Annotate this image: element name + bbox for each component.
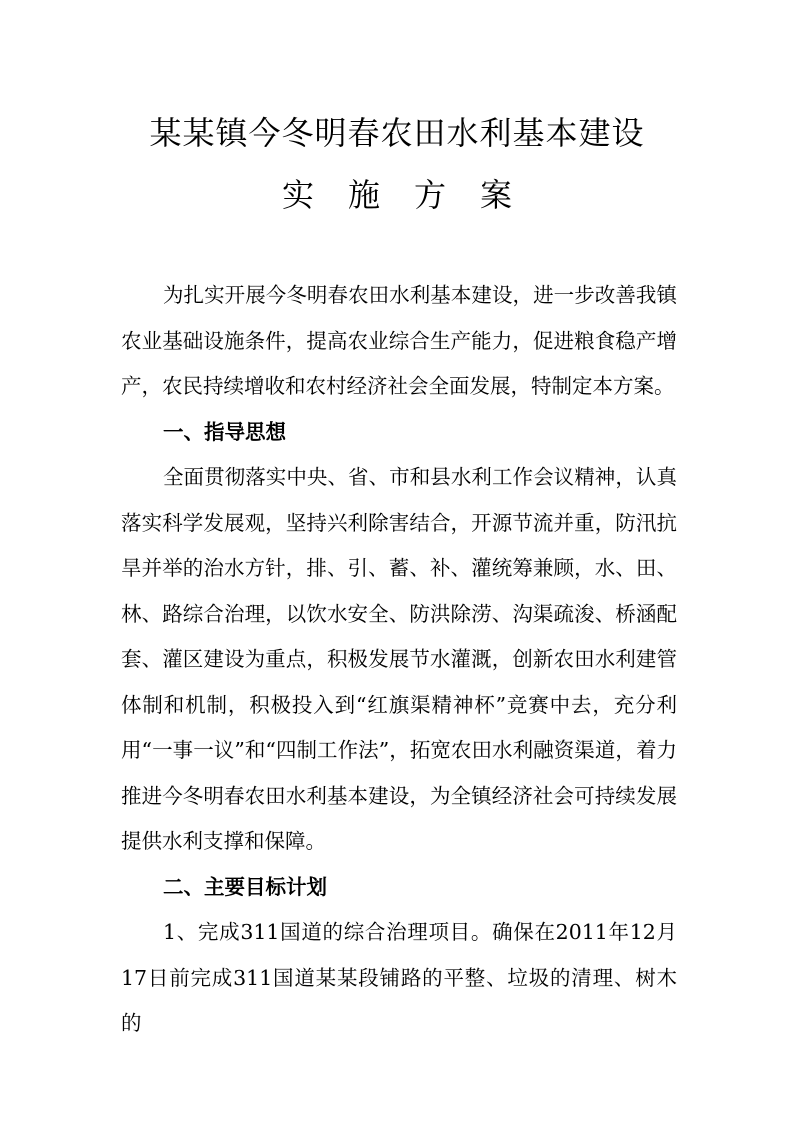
- document-subtitle: 实施方案: [281, 176, 546, 214]
- guiding-ideology-paragraph: 全面贯彻落实中央、省、市和县水利工作会议精神，认真落实科学发展观，坚持兴利除害结合，开源节流并重，防汛抗旱并举的治水方针，排、引、蓄、补、灌统筹兼顾，水、田、林、路综合治理，以饮水安全、防洪除涝、沟渠疏浚、桥涵配套、灌区建设为重点，积极发展节水灌溉，创新农田水利建管体制和机制，积极投入到“红旗渠精神杯”竞赛中去，充分利用“一事一议”和“四制工作法”，拓宽农田水利融资渠道，着力推进今冬明春农田水利基本建设，为全镇经济社会可持续发展提供水利支撑和保障。: [121, 465, 677, 853]
- document-title: 某某镇今冬明春农田水利基本建设: [149, 114, 645, 152]
- document-body: [121, 273, 677, 1047]
- intro-paragraph: 为扎实开展今冬明春农田水利基本建设，进一步改善我镇农业基础设施条件，提高农业综合生产能力，促进粮食稳产增产，农民持续增收和农村经济社会全面发展，特制定本方案。: [121, 283, 677, 398]
- main-goals-item-1: 1、完成311国道的综合治理项目。确保在2011年12月17日前完成311国道某某段铺路的平整、垃圾的清理、树木的: [121, 920, 677, 1035]
- section-heading-main-goals: 二、主要目标计划: [163, 874, 327, 899]
- section-heading-guiding-ideology: 一、指导思想: [163, 419, 286, 444]
